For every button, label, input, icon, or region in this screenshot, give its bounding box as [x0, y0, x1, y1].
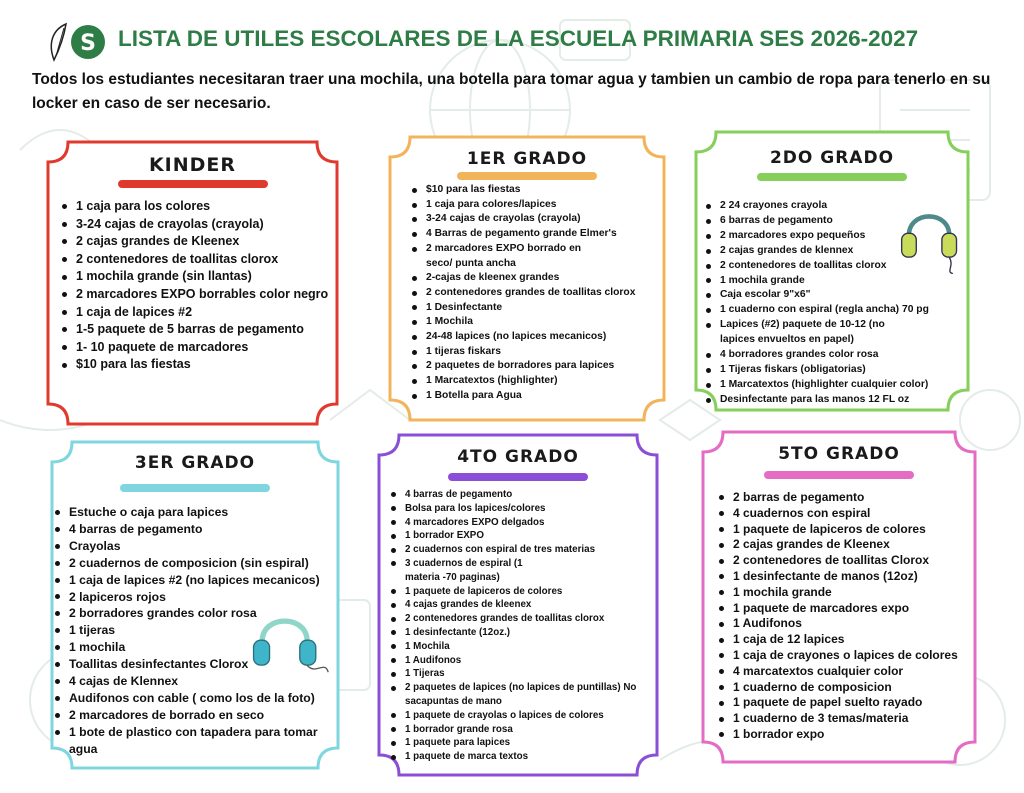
school-logo — [44, 22, 114, 62]
card-title: 1ER GRADO — [466, 149, 588, 169]
card-4to-grado — [377, 433, 659, 777]
card-2do-grado — [694, 130, 970, 412]
list-item: 1- 10 paquete de marcadores — [60, 339, 330, 357]
list-item: 1 caja de lapices #2 — [60, 304, 330, 322]
list-item: Audifonos con cable ( como los de la foto) — [53, 690, 325, 707]
list-item: Estuche o caja para lapices — [53, 504, 325, 521]
supply-list — [717, 490, 973, 743]
brush-stroke — [757, 173, 907, 181]
brush-stroke — [120, 484, 270, 492]
list-item: 1 desinfectante de manos (12oz) — [717, 569, 973, 585]
list-item: 2 contenedores de toallitas clorox — [60, 251, 330, 269]
list-item: 1 paquete de marca textos — [389, 750, 653, 764]
list-item: 1 borrador EXPO — [389, 529, 653, 543]
supply-list — [389, 488, 653, 764]
list-item: 1 paquete de papel suelto rayado — [717, 695, 973, 711]
list-item: 2 cajas grandes de Kleenex — [717, 537, 973, 553]
card-5to-grado — [701, 430, 977, 764]
list-item: 1 paquete de lapiceros de colores — [717, 522, 973, 538]
card-title: 4TO GRADO — [457, 447, 579, 467]
logo-letter: S — [80, 31, 96, 56]
list-item: 24-48 lapices (no lapices mecanicos) — [410, 330, 660, 345]
list-item: 2 lapiceros rojos — [53, 589, 325, 606]
list-item: 2 contenedores de toallitas clorox — [704, 259, 966, 274]
list-item: 2 cuadernos con espiral de tres materias — [389, 543, 653, 557]
list-item: 2 marcadores EXPO borrado en seco/ punta ancha — [410, 242, 610, 271]
list-item: 1 cuaderno con espiral (regla ancha) 70 pg — [704, 303, 966, 318]
list-item: 1 Botella para Agua — [410, 389, 660, 404]
list-item: 1 caja de crayones o lapices de colores — [717, 648, 973, 664]
list-item: Bolsa para los lapices/colores — [389, 502, 653, 516]
page-title: LISTA DE UTILES ESCOLARES DE LA ESCUELA PRIMARIA SES 2026-2027 — [118, 26, 919, 51]
list-item: 1 paquete de crayolas o lapices de colores — [389, 709, 653, 723]
list-item: 1 Mochila — [389, 640, 653, 654]
list-item: 2 24 crayones crayola — [704, 199, 966, 214]
list-item: 1 paquete de lapiceros de colores — [389, 585, 653, 599]
list-item: $10 para las fiestas — [60, 356, 330, 374]
list-item: 2 borradores grandes color rosa — [53, 605, 325, 622]
list-item: 1 Desinfectante — [410, 301, 660, 316]
list-item: 4 marcadores EXPO delgados — [389, 516, 653, 530]
card-3er-grado — [50, 440, 340, 770]
list-item: 2 marcadores EXPO borrables color negro — [60, 286, 330, 304]
list-item: 1 Mochila — [410, 315, 660, 330]
list-item: 1 tijeras fiskars — [410, 345, 660, 360]
list-item: 1 cuaderno de composicion — [717, 680, 973, 696]
list-item: 1 borrador grande rosa — [389, 723, 653, 737]
list-item: 1 cuaderno de 3 temas/materia — [717, 711, 973, 727]
list-item: 2 cajas grandes de Kleenex — [60, 233, 330, 251]
list-item: 1 Marcatextos (highlighter cualquier color) — [704, 378, 966, 393]
card-title: 3ER GRADO — [134, 453, 256, 473]
list-item: 1 caja para los colores — [60, 198, 330, 216]
brush-stroke — [764, 471, 914, 479]
list-item: 2 cajas grandes de klennex — [704, 244, 966, 259]
list-item: 2 contenedores de toallitas Clorox — [717, 553, 973, 569]
list-item: 1 Audifonos — [717, 616, 973, 632]
list-item: 1 Marcatextos (highlighter) — [410, 374, 660, 389]
list-item: 1 caja de lapices #2 (no lapices mecanicos) — [53, 572, 325, 589]
list-item: 4 barras de pegamento — [389, 488, 653, 502]
list-item: 1 mochila — [53, 639, 325, 656]
list-item: 2 contenedores grandes de toallitas clorox — [410, 286, 660, 301]
list-item: 1 mochila grande — [704, 274, 966, 289]
card-title: 5TO GRADO — [778, 444, 900, 464]
list-item: 4 cuadernos con espiral — [717, 506, 973, 522]
list-item: 3 cuadernos de espiral (1 materia -70 paginas) — [389, 557, 559, 585]
list-item: 1-5 paquete de 5 barras de pegamento — [60, 321, 330, 339]
list-item: 1 caja de 12 lapices — [717, 632, 973, 648]
list-item: 3-24 cajas de crayolas (crayola) — [60, 216, 330, 234]
list-item: 2 paquetes de borradores para lapices — [410, 359, 660, 374]
supply-list — [704, 199, 966, 408]
list-item: 2 marcadores expo pequeños — [704, 229, 966, 244]
list-item: 1 tijeras — [53, 622, 325, 639]
list-item: 4 cajas de Klennex — [53, 673, 325, 690]
list-item: 1 bote de plastico con tapadera para tomar agua — [53, 724, 325, 758]
list-item: 6 barras de pegamento — [704, 214, 966, 229]
list-item: Lapices (#2) paquete de 10-12 (no lapices envueltos en papel) — [704, 318, 914, 348]
list-item: 2-cajas de kleenex grandes — [410, 271, 660, 286]
list-item: 2 cuadernos de composicion (sin espiral) — [53, 555, 325, 572]
list-item: 1 paquete para lapices — [389, 736, 653, 750]
card-title: 2DO GRADO — [769, 148, 895, 168]
list-item: Caja escolar 9"x6" — [704, 288, 966, 303]
list-item: 4 borradores grandes color rosa — [704, 348, 966, 363]
list-item: 3-24 cajas de crayolas (crayola) — [410, 212, 660, 227]
list-item: 2 barras de pegamento — [717, 490, 973, 506]
supply-list — [60, 198, 330, 374]
list-item: Toallitas desinfectantes Clorox — [53, 656, 325, 673]
list-item: 1 Tijeras fiskars (obligatorias) — [704, 363, 966, 378]
list-item: 1 desinfectante (12oz.) — [389, 626, 653, 640]
list-item: 4 cajas grandes de kleenex — [389, 598, 653, 612]
list-item: 1 Audifonos — [389, 654, 653, 668]
brush-stroke — [118, 180, 268, 188]
list-item: 2 contenedores grandes de toallitas clorox — [389, 612, 653, 626]
card-1er-grado — [388, 135, 666, 422]
brush-stroke — [457, 172, 597, 180]
list-item: 1 mochila grande (sin llantas) — [60, 268, 330, 286]
card-kinder — [46, 140, 339, 426]
list-item: 4 barras de pegamento — [53, 521, 325, 538]
intro-text: Todos los estudiantes necesitaran traer una mochila, una botella para tomar agua y tambien un cambio de ropa para tenerlo en su locker en caso de ser necesario. — [32, 71, 991, 112]
list-item: Desinfectante para las manos 12 FL oz — [704, 393, 966, 408]
list-item: Crayolas — [53, 538, 325, 555]
list-item: 1 borrador expo — [717, 727, 973, 743]
supply-list — [410, 183, 660, 404]
brush-stroke — [448, 473, 588, 481]
list-item: 2 marcadores de borrado en seco — [53, 707, 325, 724]
list-item: 1 mochila grande — [717, 585, 973, 601]
list-item: $10 para las fiestas — [410, 183, 660, 198]
list-item: 4 Barras de pegamento grande Elmer's — [410, 227, 660, 242]
list-item: 1 Tijeras — [389, 667, 653, 681]
list-item: 2 paquetes de lapices (no lapices de puntillas) No sacapuntas de mano — [389, 681, 639, 709]
supply-list — [53, 504, 325, 758]
card-title: KINDER — [148, 154, 237, 176]
list-item: 1 caja para colores/lapices — [410, 198, 660, 213]
list-item: 4 marcatextos cualquier color — [717, 664, 973, 680]
list-item: 1 paquete de marcadores expo — [717, 601, 973, 617]
